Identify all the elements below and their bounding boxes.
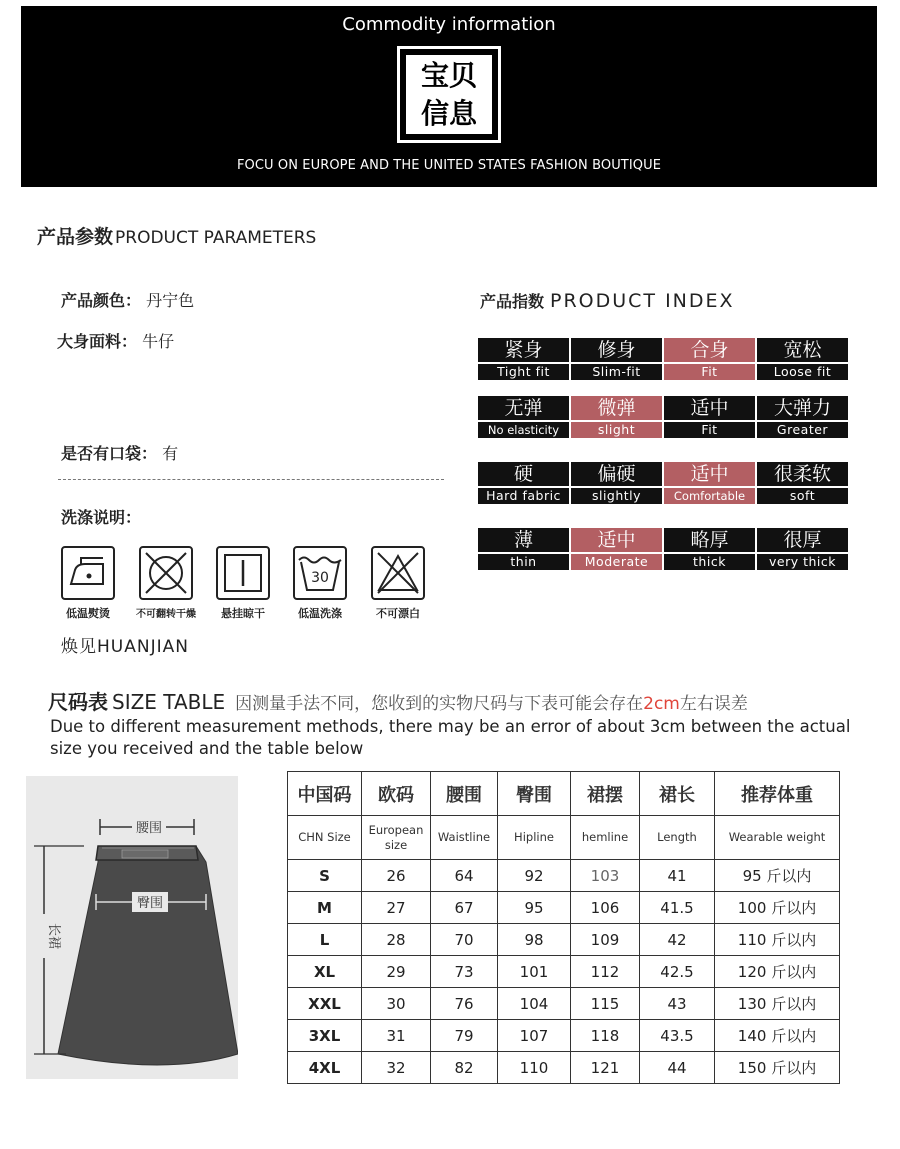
banner-logo-box: [397, 46, 501, 143]
index-row-thickness: [478, 528, 850, 570]
table-cell: 4XL: [288, 1052, 362, 1084]
header-cell: 中国码: [288, 772, 362, 816]
table-cell: 41.5: [640, 892, 715, 924]
param-fabric-value: 牛仔: [142, 332, 175, 351]
index-cell-en: Fit: [664, 364, 755, 380]
table-cell: 30: [362, 988, 431, 1020]
table-cell: 109: [571, 924, 640, 956]
table-cell: 95: [498, 892, 571, 924]
wash-heading: 洗涤说明：: [61, 508, 142, 527]
wash-temp-number: 30: [311, 570, 329, 586]
header-banner: [21, 6, 877, 187]
param-color-value: 丹宁色: [146, 291, 195, 310]
index-cell-en: Fit: [664, 422, 755, 438]
table-row: [288, 1052, 840, 1084]
size-description: Due to different measurement methods, there may be an error of about 3cm between the actual size you received and the table below: [50, 717, 851, 758]
param-pocket: [61, 441, 178, 464]
index-cell: [757, 528, 848, 570]
index-cell-cn: 略厚: [664, 528, 755, 552]
param-color: [61, 288, 194, 311]
banner-title: Commodity information: [342, 14, 556, 35]
header-cell: 裙摆: [571, 772, 640, 816]
index-cell-cn: 宽松: [757, 338, 848, 362]
header-cell: Length: [640, 816, 715, 860]
header-cell: 臀围: [498, 772, 571, 816]
table-cell: 42: [640, 924, 715, 956]
banner-logo-line-2: 信息: [420, 97, 477, 130]
index-cell: [478, 338, 569, 380]
wash-item-tumble: [131, 546, 201, 620]
no-bleach-icon: [371, 546, 425, 600]
table-cell: 73: [431, 956, 498, 988]
index-cell-en: Slim-fit: [571, 364, 662, 380]
header-cell: 欧码: [362, 772, 431, 816]
param-fabric: [57, 329, 174, 352]
table-cell: 79: [431, 1020, 498, 1052]
diagram-label-waist: 腰围: [135, 821, 163, 836]
index-cell-en: slightly: [571, 488, 662, 504]
table-cell: 41: [640, 860, 715, 892]
table-cell: 150 斤以内: [715, 1052, 840, 1084]
banner-logo-text: [406, 55, 492, 134]
index-cell-en: Tight fit: [478, 364, 569, 380]
index-cell: [757, 462, 848, 504]
index-cell-cn: 无弹: [478, 396, 569, 420]
index-cell: [757, 338, 848, 380]
table-cell: 110: [498, 1052, 571, 1084]
table-cell: L: [288, 924, 362, 956]
index-cell-cn: 很柔软: [757, 462, 848, 486]
param-pocket-value: 有: [162, 444, 179, 463]
param-pocket-label: 是否有口袋：: [61, 444, 158, 463]
table-cell: M: [288, 892, 362, 924]
index-cell-en: No elasticity: [478, 422, 569, 438]
header-cell: Waistline: [431, 816, 498, 860]
size-note-pre: 因测量手法不同，您收到的实物尺码与下表可能会存在: [235, 694, 644, 714]
index-cell-en: Greater: [757, 422, 848, 438]
index-cell: [664, 528, 755, 570]
size-note-highlight: 2cm: [643, 694, 680, 714]
table-cell: 100 斤以内: [715, 892, 840, 924]
table-cell: 70: [431, 924, 498, 956]
table-cell: 110 斤以内: [715, 924, 840, 956]
table-cell: 130 斤以内: [715, 988, 840, 1020]
index-cell-en: Loose fit: [757, 364, 848, 380]
table-row: [288, 892, 840, 924]
size-table: [287, 771, 840, 1084]
index-cell-cn: 偏硬: [571, 462, 662, 486]
index-cell-selected: [664, 462, 755, 504]
wash-label-wash: 低温洗涤: [298, 607, 342, 620]
table-cell: 101: [498, 956, 571, 988]
table-row: [288, 1020, 840, 1052]
table-row: [288, 860, 840, 892]
index-cell-en: Comfortable: [664, 488, 755, 504]
index-cell-en: soft: [757, 488, 848, 504]
size-table-header-cn: [288, 772, 840, 816]
index-cell-en: slight: [571, 422, 662, 438]
index-cell-en: Moderate: [571, 554, 662, 570]
index-cell-en: thick: [664, 554, 755, 570]
table-row: [288, 988, 840, 1020]
wash-label-bleach: 不可漂白: [376, 607, 420, 620]
wash-label-hang: 悬挂晾干: [221, 607, 265, 620]
index-cell-cn: 适中: [664, 396, 755, 420]
table-row: [288, 956, 840, 988]
index-heading: [480, 289, 735, 312]
index-cell: [571, 462, 662, 504]
brand-name: 焕见HUANJIAN: [61, 637, 189, 657]
wash-item-wash: [285, 546, 355, 621]
index-cell-cn: 适中: [571, 528, 662, 552]
index-cell-cn: 硬: [478, 462, 569, 486]
index-cell-cn: 合身: [664, 338, 755, 362]
params-heading: [37, 222, 316, 249]
table-cell: 43.5: [640, 1020, 715, 1052]
index-cell: [757, 396, 848, 438]
skirt-diagram: [26, 776, 238, 1079]
table-cell: 42.5: [640, 956, 715, 988]
header-cell: CHN Size: [288, 816, 362, 860]
index-heading-cn: 产品指数: [480, 292, 545, 311]
index-cell-selected: [571, 528, 662, 570]
table-cell: 32: [362, 1052, 431, 1084]
table-cell: XXL: [288, 988, 362, 1020]
low-temp-iron-icon: [61, 546, 115, 600]
dashed-divider: [58, 479, 444, 480]
index-row-softness: [478, 462, 850, 504]
index-cell-cn: 紧身: [478, 338, 569, 362]
params-heading-en: PRODUCT PARAMETERS: [115, 228, 317, 248]
table-cell: 76: [431, 988, 498, 1020]
index-cell-cn: 修身: [571, 338, 662, 362]
table-cell: 27: [362, 892, 431, 924]
params-heading-cn: 产品参数: [37, 226, 114, 248]
table-cell: 115: [571, 988, 640, 1020]
param-color-label: 产品颜色：: [61, 291, 142, 310]
no-tumble-dry-icon: [139, 546, 193, 600]
index-cell: [664, 396, 755, 438]
table-cell: 44: [640, 1052, 715, 1084]
header-cell: 推荐体重: [715, 772, 840, 816]
size-heading: [48, 686, 748, 715]
table-cell: 112: [571, 956, 640, 988]
table-cell: 106: [571, 892, 640, 924]
param-fabric-label: 大身面料：: [57, 332, 138, 351]
table-cell: 104: [498, 988, 571, 1020]
header-cell: Wearable weight: [715, 816, 840, 860]
index-cell-cn: 大弹力: [757, 396, 848, 420]
index-cell-selected: [664, 338, 755, 380]
table-cell: 98: [498, 924, 571, 956]
table-cell: 103: [571, 860, 640, 892]
header-cell: Hipline: [498, 816, 571, 860]
index-cell-cn: 薄: [478, 528, 569, 552]
table-cell: XL: [288, 956, 362, 988]
size-heading-en: SIZE TABLE: [112, 690, 226, 714]
index-cell-cn: 很厚: [757, 528, 848, 552]
diagram-label-hip: 臀围: [136, 896, 164, 911]
index-cell-en: Hard fabric: [478, 488, 569, 504]
table-cell: 121: [571, 1052, 640, 1084]
hang-dry-icon: [216, 546, 270, 600]
table-cell: S: [288, 860, 362, 892]
table-row: [288, 924, 840, 956]
wash-label-iron: 低温熨烫: [66, 607, 110, 620]
table-cell: 95 斤以内: [715, 860, 840, 892]
table-cell: 92: [498, 860, 571, 892]
wash-30-icon: [293, 546, 347, 600]
table-cell: 26: [362, 860, 431, 892]
header-cell: European size: [362, 816, 431, 860]
index-cell: [571, 338, 662, 380]
index-heading-en: PRODUCT INDEX: [550, 290, 735, 312]
index-row-fit: [478, 338, 850, 380]
index-cell-selected: [571, 396, 662, 438]
table-cell: 31: [362, 1020, 431, 1052]
size-note-post: 左右误差: [679, 694, 748, 714]
table-cell: 107: [498, 1020, 571, 1052]
table-cell: 120 斤以内: [715, 956, 840, 988]
size-heading-cn: 尺码表: [48, 690, 108, 714]
header-cell: 腰围: [431, 772, 498, 816]
wash-item-hang: [208, 546, 278, 621]
table-cell: 29: [362, 956, 431, 988]
wash-item-bleach: [363, 546, 433, 621]
table-cell: 67: [431, 892, 498, 924]
table-cell: 43: [640, 988, 715, 1020]
table-cell: 140 斤以内: [715, 1020, 840, 1052]
skirt-diagram-svg: [26, 776, 238, 1079]
header-cell: 裙长: [640, 772, 715, 816]
index-cell-cn: 适中: [664, 462, 755, 486]
index-row-elasticity: [478, 396, 850, 438]
banner-logo-line-1: 宝贝: [420, 59, 477, 92]
table-cell: 118: [571, 1020, 640, 1052]
size-table-header-en: [288, 816, 840, 860]
index-cell: [478, 528, 569, 570]
table-cell: 28: [362, 924, 431, 956]
banner-subtitle: FOCU ON EUROPE AND THE UNITED STATES FASHION BOUTIQUE: [236, 158, 662, 173]
size-note: [235, 694, 748, 714]
wash-label-tumble: 不可翻转干燥: [136, 609, 196, 620]
index-cell-en: very thick: [757, 554, 848, 570]
diagram-label-length: 长裙: [46, 922, 61, 950]
index-cell: [478, 396, 569, 438]
table-cell: 3XL: [288, 1020, 362, 1052]
table-cell: 82: [431, 1052, 498, 1084]
index-cell: [478, 462, 569, 504]
index-cell-cn: 微弹: [571, 396, 662, 420]
header-cell: hemline: [571, 816, 640, 860]
wash-item-iron: [53, 546, 123, 621]
index-cell-en: thin: [478, 554, 569, 570]
table-cell: 64: [431, 860, 498, 892]
